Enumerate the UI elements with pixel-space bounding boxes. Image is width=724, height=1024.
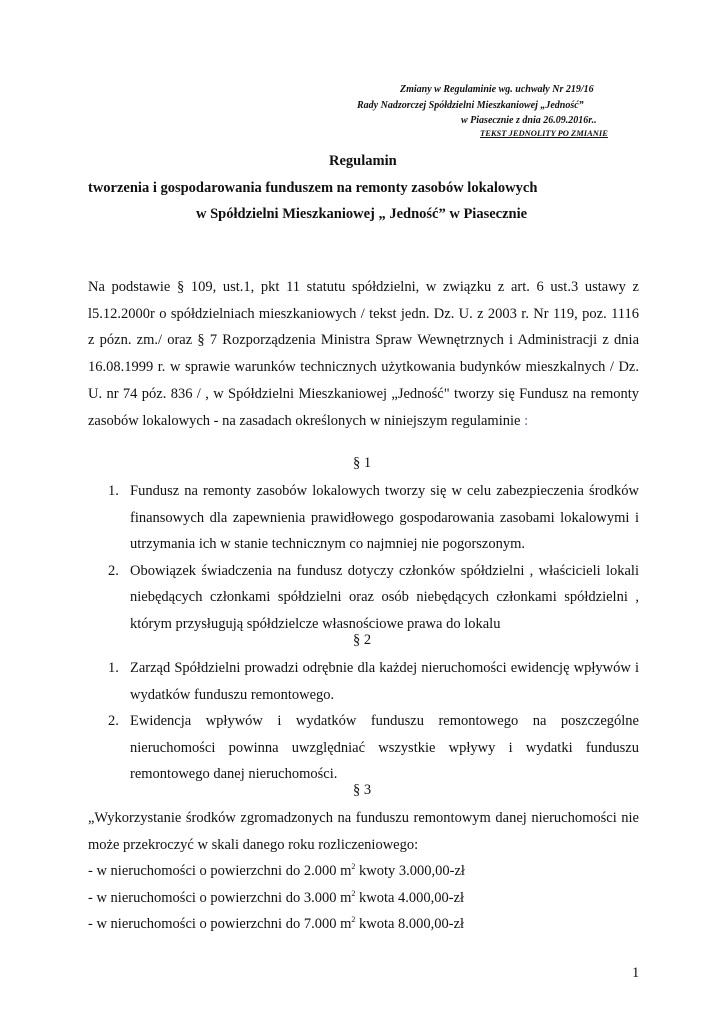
limit-amount: kwota 4.000,00-zł (355, 889, 465, 906)
list-item-line: remontowego danej nieruchomości. (130, 766, 338, 782)
list-item-number: 2. (108, 562, 119, 579)
amendment-note-line-1: Zmiany w Regulaminie wg. uchwały Nr 219/16 (400, 84, 594, 95)
intro-line-last (88, 408, 639, 435)
list-item-line: którym przysługują spółdzielcze własnościowe prawa do lokalu (130, 615, 501, 632)
document-subtitle-line-1: tworzenia i gospodarowania funduszem na remonty zasobów lokalowych (88, 180, 538, 196)
intro-line-text: zasobów lokalowych - na zasadach określonych w niniejszym regulaminie (88, 412, 525, 429)
list-item (88, 655, 639, 708)
section-2-heading: § 2 (352, 632, 372, 648)
limit-line (88, 885, 639, 912)
section-3-heading: § 3 (352, 782, 372, 798)
list-item-line: nieruchomości powinna uwzględniać wszystkie wpływy i wydatki funduszu (130, 739, 639, 756)
list-item-number: 1. (108, 660, 119, 676)
list-item-line: Zarząd Spółdzielni prowadzi odrębnie dla każdej nieruchomości ewidencję wpływów i (130, 660, 639, 676)
list-item (88, 708, 639, 788)
document-subtitle-line-2: w Spółdzielni Mieszkaniowej „ Jedność” w Piasecznie (196, 206, 528, 222)
section-3-line: „Wykorzystanie środków zgromadzonych na funduszu remontowym danej nieruchomości nie (88, 810, 639, 826)
page-number: 1 (632, 965, 640, 981)
list-item-line: utrzymania ich w stanie technicznym co najmniej nie pogorszonym. (130, 536, 526, 552)
intro-line: Na podstawie § 109, ust.1, pkt 11 statutu spółdzielni, w związku z art. 6 ust.3 ustawy z (88, 279, 639, 295)
intro-line: z pózn. zm./ oraz § 7 Rozporządzenia Ministra Spraw Wewnętrznych i Administracji z dnia (88, 332, 639, 349)
section-3-body (88, 805, 639, 938)
list-item-line: niebędących członkami spółdzielni oraz osób niebędących członkami spółdzielni , (130, 589, 639, 605)
amendment-note-line-3: w Piasecznie z dnia 26.09.2016r.. (461, 115, 597, 126)
limit-text: - w nieruchomości o powierzchni do 2.000 m (88, 863, 352, 879)
limit-unit-exponent: 2 (351, 862, 356, 872)
limit-amount: kwota 8.000,00-zł (355, 916, 465, 932)
consolidated-text-note: TEKST JEDNOLITY PO ZMIANIE (480, 128, 608, 138)
section-3-line: może przekroczyć w skali danego roku rozliczeniowego: (88, 836, 419, 853)
section-1-list (88, 478, 639, 637)
intro-line: l5.12.2000r o spółdzielniach mieszkaniowych / tekst jedn. Dz. U. z 2003 r. Nr 119, poz. 1116 (88, 305, 639, 322)
limit-line (88, 858, 639, 885)
list-item-line: finansowych dla zapewnienia prawidłowego gospodarowania zasobami lokalowymi i (130, 509, 639, 526)
limit-line (88, 911, 639, 938)
amendment-note-line-2: Rady Nadzorczej Spółdzielni Mieszkaniowej „Jedność” (357, 100, 584, 111)
intro-colon: : (524, 412, 529, 429)
list-item (88, 558, 639, 638)
list-item-number: 1. (108, 483, 119, 499)
limit-unit-exponent: 2 (351, 888, 356, 898)
intro-line: 16.08.1999 r. w sprawie warunków technicznych użytkowania budynków mieszkalnych / Dz. (88, 359, 639, 376)
list-item-line: Ewidencja wpływów i wydatków funduszu remontowego na poszczególne (130, 713, 639, 729)
list-item (88, 478, 639, 558)
limit-text: - w nieruchomości o powierzchni do 3.000 m (88, 889, 352, 906)
list-item-number: 2. (108, 713, 119, 729)
list-item-line: Fundusz na remonty zasobów lokalowych tworzy się w celu zabezpieczenia środków (130, 483, 639, 499)
limit-text: - w nieruchomości o powierzchni do 7.000 m (88, 916, 352, 932)
intro-paragraph (88, 274, 639, 434)
limit-amount: kwoty 3.000,00-zł (355, 863, 465, 879)
intro-line: U. nr 74 póz. 836 / , w Spółdzielni Mieszkaniowej „Jedność" tworzy się Fundusz na remonty (88, 385, 639, 402)
list-item-line: wydatków funduszu remontowego. (130, 686, 335, 703)
list-item-line: Obowiązek świadczenia na fundusz dotyczy członków spółdzielni , właścicieli lokali (130, 562, 639, 579)
section-1-heading: § 1 (352, 455, 372, 471)
document-title: Regulamin (329, 153, 397, 169)
limit-unit-exponent: 2 (351, 915, 356, 925)
section-2-list (88, 655, 639, 788)
